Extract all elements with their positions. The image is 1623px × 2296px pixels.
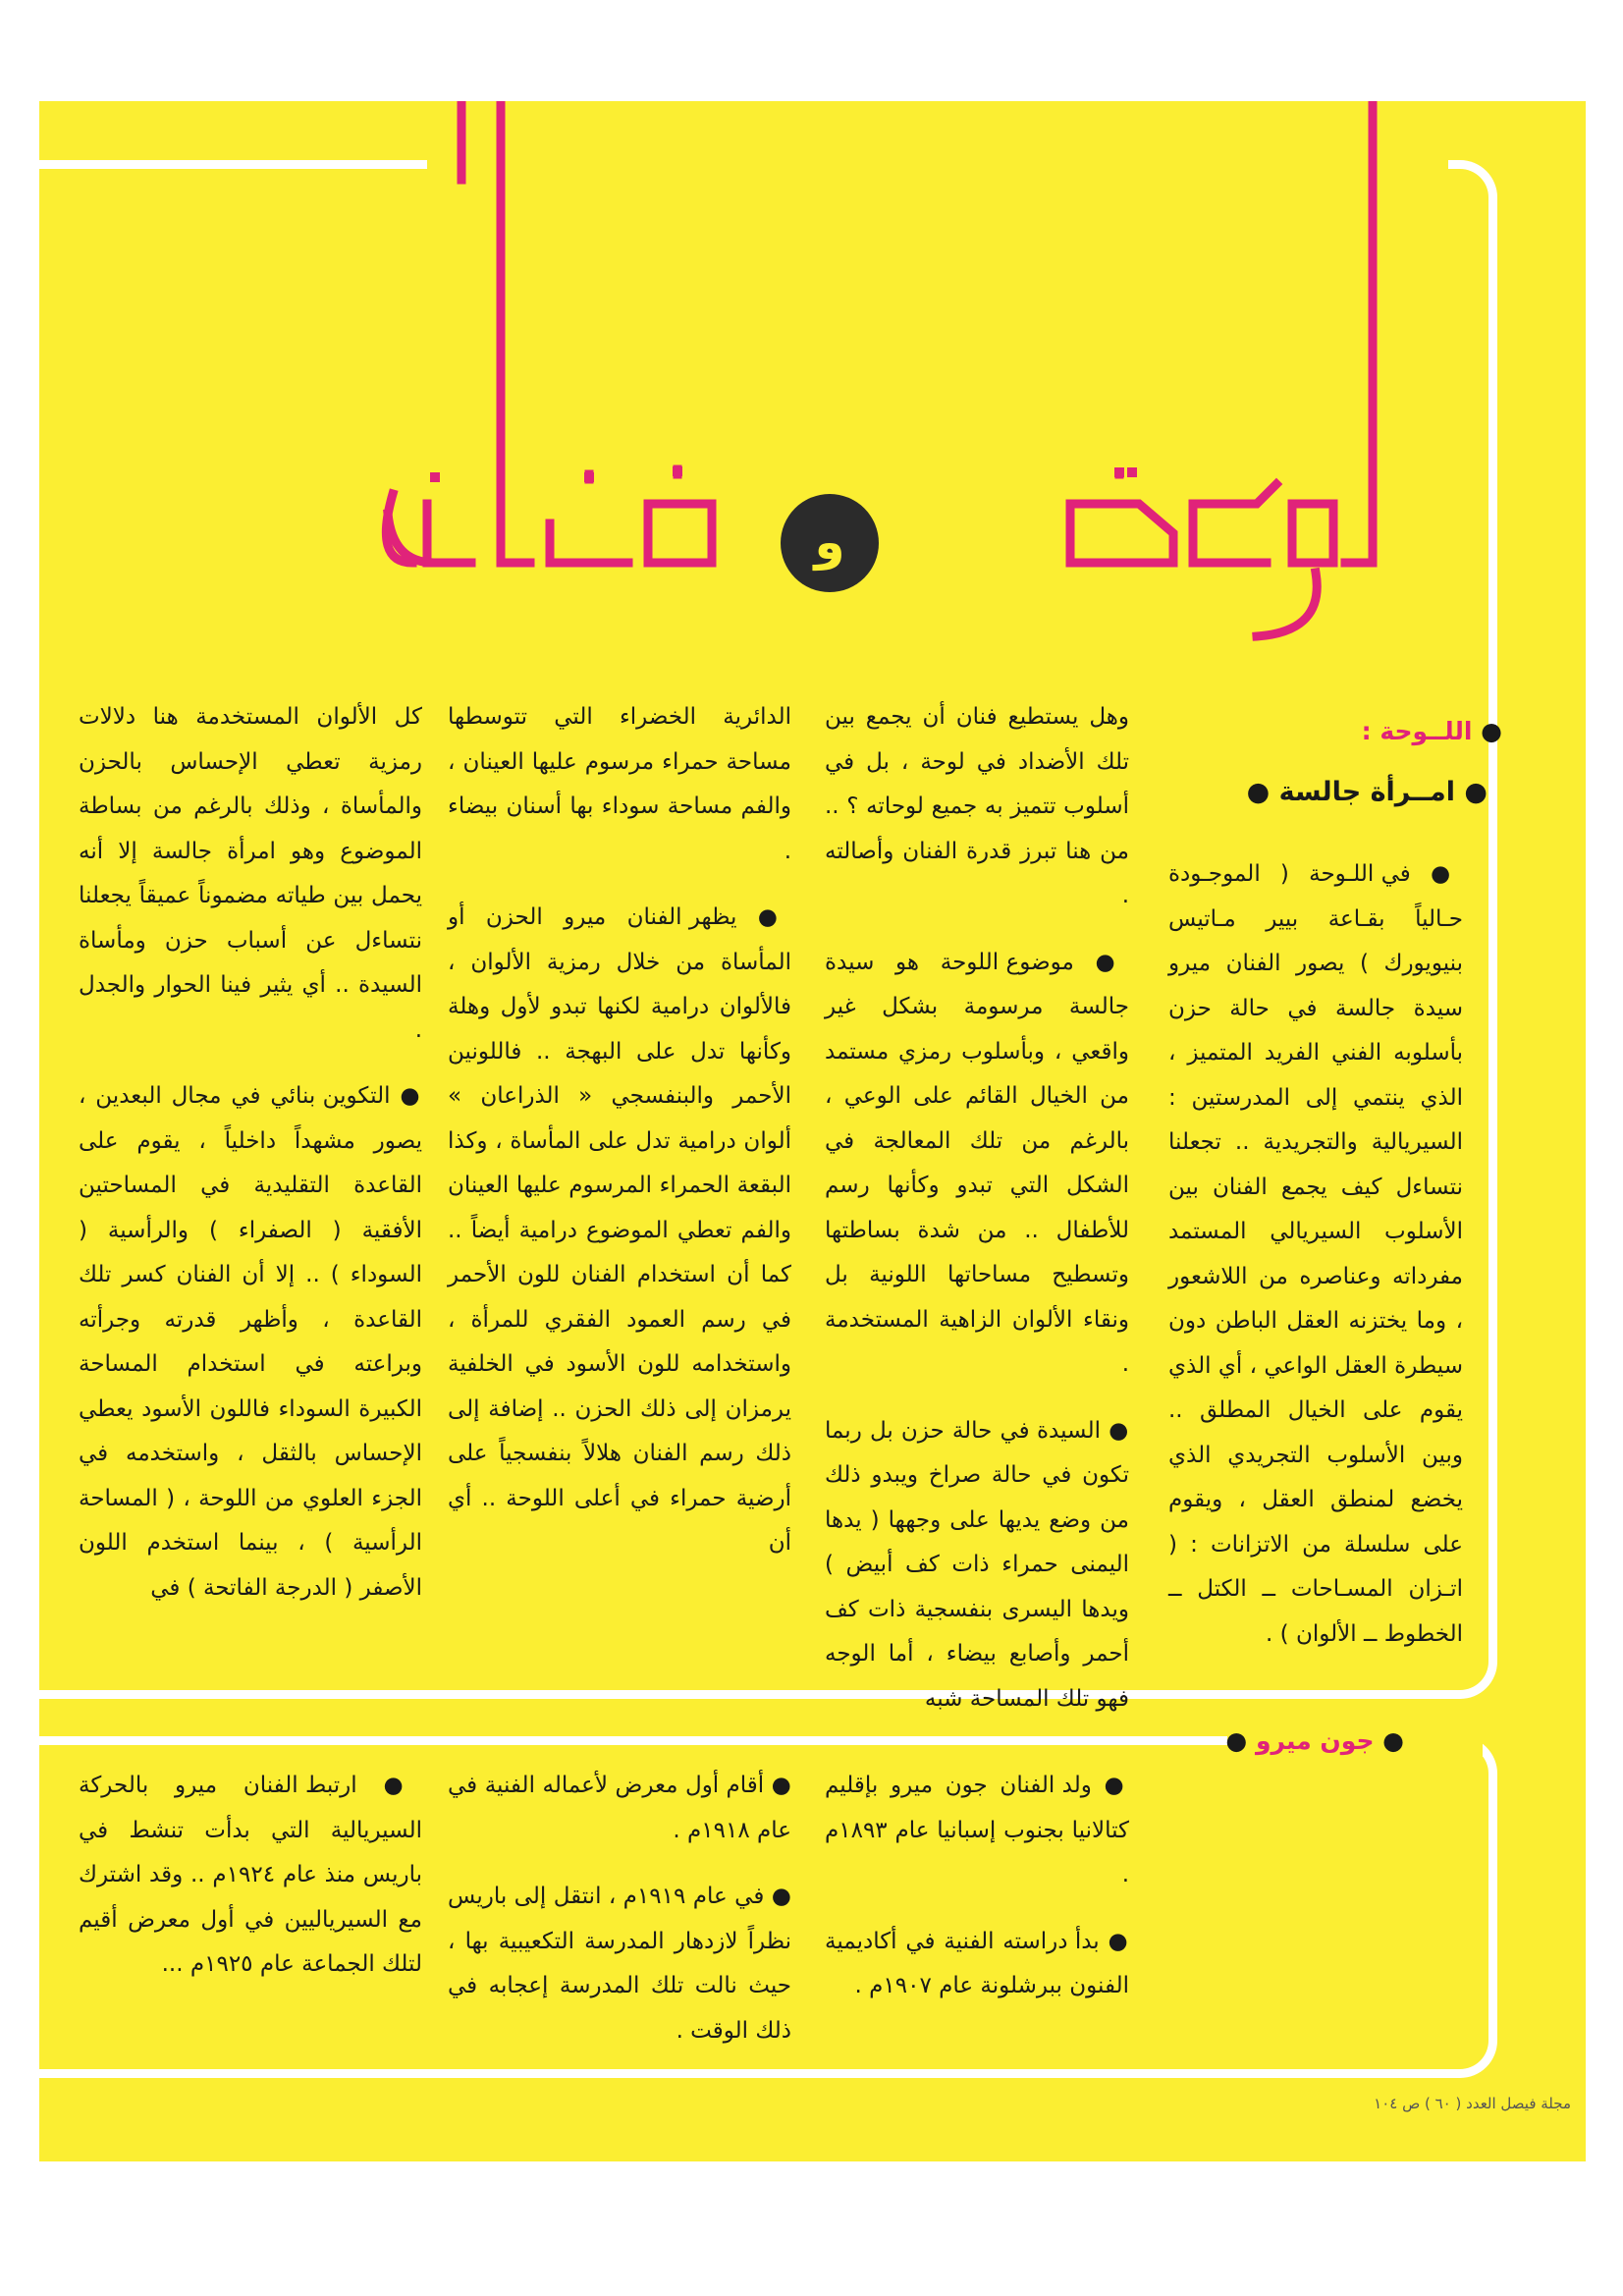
bio-column-2: ● أقام أول معرض لأعماله الفنية في عام ١٩١٨م . ● في عام ١٩١٩م ، انتقل إلى باريس نظراً لازدهار المدرسة التكعيبية بها ، حيث نالت تلك المدرسة إعجابه في ذلك الوقت .: [448, 1773, 791, 2044]
bio-column-3: ● ارتبط الفنان ميرو بالحركة السيريالية التي بدأت تنشط في باريس منذ عام ١٩٢٤م .. وقد اشترك مع السيرياليين في أول معرض أقيم لتلك الجماعة عام ١٩٢٥م ...: [79, 1773, 422, 1977]
svg-text:و: و: [814, 514, 845, 571]
title-calligraphy: [39, 101, 1586, 730]
magazine-page: [39, 101, 1586, 2161]
column-2: وهل يستطيع فنان أن يجمع بين تلك الأضداد في لوحة ، بل في أسلوب تتميز به جميع لوحاته ؟ .. من هنا تبرز قدرة الفنان وأصالته . ● موضوع اللوحة هو سيدة جالسة مرسومة بشكل غير واقعي ، وبأسلوب رمزي مستمد من الخيال القائم على الوعي ، بالرغم من تلك المعالجة في الشكل التي تبدو وكأنها رسم للأطفال .. من شدة بساطتها وتسطيح مساحاتها اللونية بل ونقاء الألوان الزاهية المستخدمة . ● السيدة في حالة حزن بل ربما تكون في حالة صراخ ويبدو ذلك من وضع يديها على وجهها ( يدها اليمنى حمراء ذات كف أبيض ) ويدها اليسرى بنفسجية ذات كف أحمر وأصابع بيضاء ، أما الوجه فهو تلك المساحة شبه: [825, 704, 1129, 1712]
bio-column-1: ● ولد الفنان جون ميرو بإقليم كتالانيا بجنوب إسبانيا عام ١٨٩٣م . ● بدأ دراسته الفنية في أكاديمية الفنون ببرشلونة عام ١٩٠٧م .: [825, 1773, 1129, 1998]
section-label-artist: ● جون ميرو ●: [1225, 1726, 1404, 1755]
painting-subtitle: ● امــرأة جالسة ●: [1246, 777, 1488, 807]
column-3: الدائرية الخضراء التي تتوسطها مساحة حمراء مرسوم عليها العينان ، والفم مساحة سوداء بها أسنان بيضاء . ● يظهر الفنان ميرو الحزن أو المأساة من خلال رمزية الألوان ، فالألوان درامية لكنها تبدو لأول وهلة وكأنها تدل على البهجة .. فاللونين الأحمر والبنفسجي « الذراعان » ألوان درامية تدل على المأساة ، وكذا البقعة الحمراء المرسوم عليها العينان والفم تعطي الموضوع درامية أيضاً .. كما أن استخدام الفنان للون الأحمر في رسم العمود الفقري للمرأة ، واستخدامه للون الأسود في الخلفية يرمزان إلى ذلك الحزن .. إضافة إلى ذلك رسم الفنان هلالاً بنفسجياً على أرضية حمراء في أعلى اللوحة .. أي أن: [448, 704, 791, 1556]
section-label-painting: ● اللــوحة :: [1361, 717, 1502, 745]
column-1: ● في اللـوحة ( الموجـودة حـالياً بقـاعة بيير مـاتيس بنيويورك ) يصور الفنان ميرو سيدة جالسة في حالة حزن بأسلوبه الفني الفريد المتميز ، الذي ينتمي إلى المدرستين : السيريالية والتجريدية .. تجعلنا نتساءل كيف يجمع الفنان بين الأسلوب السيريالي المستمد مفرداته وعناصره من اللاشعور ، وما يختزنه العقل الباطن دون سيطرة العقل الواعي ، أي الذي يقوم على الخيال المطلق .. وبين الأسلوب التجريدي الذي يخضع لمنطق العقل ، ويقوم على سلسلة من الاتزانات : ( اتـزان المسـاحات ــ الكتل ــ الخطوط ــ الألوان ) .: [1168, 861, 1463, 1647]
column-4: كل الألوان المستخدمة هنا دلالات رمزية تعطي الإحساس بالحزن والمأساة ، وذلك بالرغم من بساطة الموضوع وهو امرأة جالسة إلا أنه يحمل بين طياته مضموناً عميقاً يجعلنا نتساءل عن أسباب حزن ومأساة السيدة .. أي يثير فينا الحوار والجدل . ● التكوين بنائي في مجال البعدين ، يصور مشهداً داخلياً ، يقوم على القاعدة التقليدية في المساحتين الأفقية ( الصفراء ) والرأسية ( السوداء ) .. إلا أن الفنان كسر تلك القاعدة ، وأظهر قدرته وجرأته وبراعته في استخدام المساحة الكبيرة السوداء فاللون الأسود يعطي الإحساس بالثقل ، واستخدمه في الجزء العلوي من اللوحة ، ( المساحة الرأسية ) ، بينما استخدم اللون الأصفر ( الدرجة الفاتحة ) في: [79, 704, 422, 1601]
page-footer: مجلة فيصل العدد ( ٦٠ ) ص ١٠٤: [1374, 2095, 1571, 2112]
